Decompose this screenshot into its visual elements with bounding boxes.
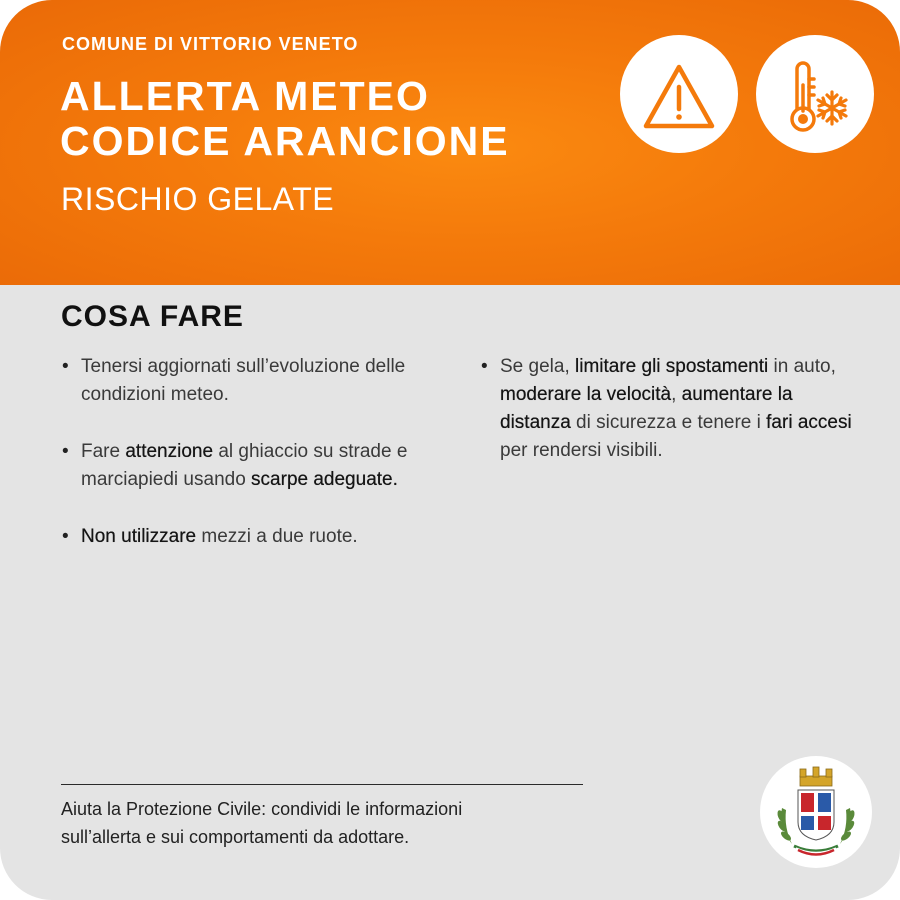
advice-text: per rendersi visibili. <box>500 440 663 461</box>
footer-note-line2: sull’allerta e sui comportamenti da adottare. <box>61 827 410 847</box>
advice-emphasis: aumentare la distanza <box>500 384 793 433</box>
advice-text: Fare <box>81 441 126 462</box>
advice-text: Tenersi aggiornati sull’evoluzione delle condizioni meteo. <box>81 356 406 405</box>
footer-note <box>61 795 601 851</box>
advice-item <box>62 438 432 494</box>
municipality-name: COMUNE DI VITTORIO VENETO <box>62 34 359 54</box>
advice-item <box>481 353 861 465</box>
advice-emphasis: fari accesi <box>766 412 852 433</box>
advice-emphasis: Non utilizzare <box>81 526 197 547</box>
advice-emphasis: limitare gli spostamenti <box>575 356 769 377</box>
divider <box>61 784 583 785</box>
advice-list-left <box>62 353 432 580</box>
warning-icon <box>620 35 738 153</box>
advice-emphasis: moderare la velocità <box>500 384 672 405</box>
advice-text: mezzi a due ruote. <box>196 526 358 547</box>
advice-emphasis: attenzione <box>125 441 214 462</box>
advice-list-right <box>481 353 861 465</box>
advice-emphasis: scarpe adeguate. <box>251 469 398 490</box>
alert-header <box>0 0 900 285</box>
advice-text: , <box>671 384 682 405</box>
advice-text: al ghiaccio su strade e marciapiedi usando <box>81 441 408 490</box>
alert-title <box>60 74 510 164</box>
alert-title-line2: CODICE ARANCIONE <box>60 118 510 164</box>
alert-subtitle: RISCHIO GELATE <box>61 181 335 217</box>
thermometer-snowflake-icon <box>756 35 874 153</box>
advice-text: di sicurezza e tenere i <box>570 412 767 433</box>
footer-note-line1: Aiuta la Protezione Civile: condividi le informazioni <box>61 799 463 819</box>
alert-title-line1: ALLERTA METEO <box>60 73 430 119</box>
coat-of-arms-logo <box>760 756 872 868</box>
section-title: COSA FARE <box>61 300 244 333</box>
advice-item <box>62 353 432 409</box>
advice-item <box>62 523 432 551</box>
advice-text: in auto, <box>768 356 836 377</box>
advice-text: Se gela, <box>500 356 575 377</box>
